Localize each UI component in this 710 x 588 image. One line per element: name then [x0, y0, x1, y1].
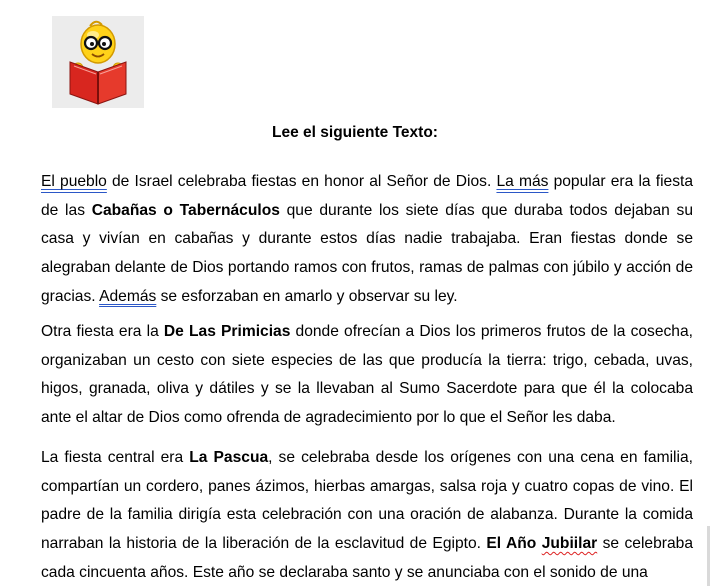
grammar-underlined-text[interactable]: La más: [496, 173, 549, 190]
grammar-underlined-text[interactable]: Además: [99, 287, 157, 305]
paragraph-text: de Israel celebraba fiestas en honor al Señor de Dios.: [106, 173, 497, 190]
page-title: Lee el siguiente Texto:: [272, 124, 438, 141]
paragraph-pascua: [41, 444, 693, 588]
paragraph-tabernaculos: [41, 168, 693, 312]
bold-term: La Pascua: [189, 449, 269, 466]
paragraph-text: se celebraba cada cincuenta años. Este año se declaraba santo y se anunciaba con el sonido de una: [41, 535, 693, 581]
paragraph-text: Otra fiesta era la: [41, 323, 164, 340]
paragraph-text: que durante los siete días que duraba todos dejaban su casa y vivían en cabañas y durante estos días nadie trabajaba. Eran fiestas donde se alegraban delante de Dios portando ramos con frutos, ramas de palmas con júbilo y acción de gracias.: [41, 201, 693, 305]
bold-term: Cabañas o Tabernáculos: [91, 201, 280, 219]
paragraph-text: , se celebraba desde los orígenes con una cena en familia, compartían un cordero, panes ázimos, hierbas amargas, salsa roja y cuatro copas de vino. El padre de la familia dirigía esta celebración con una oración de alabanza. Durante la comida narraban la historia de la liberación de la esclavitud de Egipto.: [41, 449, 693, 553]
smiley-reading-book-icon: [52, 16, 144, 108]
paragraph-text: donde ofrecían a Dios los primeros frutos de la cosecha, organizaban un cesto con siete especies de las que producía la tierra: trigo, cebada, uvas, higos, granada, oliva y dátiles y se la llevaban al Sumo Sacerdote para que él la colocaba ante el altar de Dios como ofrenda de agradecimiento por lo que el Señor les daba.: [41, 323, 693, 427]
paragraph-text: popular era la fiesta de las: [41, 173, 694, 219]
paragraph-text: La fiesta central era: [41, 449, 190, 466]
paragraph-primicias: [41, 318, 693, 433]
bold-term: El Año: [486, 535, 542, 553]
paragraph-text: se esforzaban en amarlo y observar su ley.: [156, 287, 458, 305]
grammar-underlined-text[interactable]: El pueblo: [41, 173, 107, 190]
bold-term: De Las Primicias: [163, 323, 291, 340]
spelling-underlined-text[interactable]: Jubiilar: [541, 535, 598, 553]
